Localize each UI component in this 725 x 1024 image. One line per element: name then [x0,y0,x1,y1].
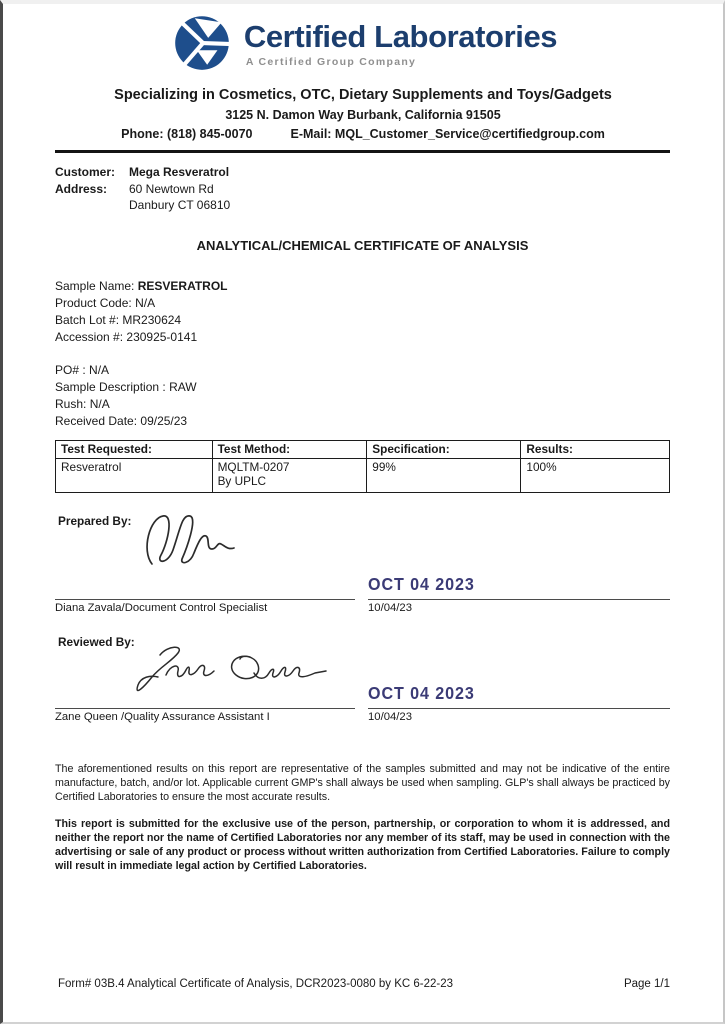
prepared-date-stamp: OCT 04 2023 [368,573,475,594]
cell-test-method: MQLTM-0207 By UPLC [212,458,367,492]
customer-name: Mega Resveratrol [129,165,230,179]
cell-result: 100% [521,458,670,492]
received-date-row: Received Date: 09/25/23 [55,413,188,428]
prepared-by-block [55,514,670,614]
header-street-address: 3125 N. Damon Way Burbank, California 91505 [225,108,501,122]
disclaimer-section [55,762,670,873]
page-footer [58,978,670,990]
product-code-value: N/A [135,295,156,310]
reviewed-by-block [55,635,670,723]
customer-block [55,164,670,214]
batch-lot-row: Batch Lot #: MR230624 [55,312,182,327]
prepared-by-label: Prepared By: [58,513,132,528]
header-phone: Phone: (818) 845-0070 [121,127,253,141]
cell-specification: 99% [367,458,521,492]
brand-header [3,13,723,76]
header-email: E-Mail: MQL_Customer_Service@certifiedgroup.com [290,127,605,141]
disclaimer-results: The aforementioned results on this report are representative of the samples submitted and may not be indicative of the entire manufacture, batch, and/or lot. Applicable current GMP's shall always be used when sampling. GLP's shall always be practiced by Certified Laboratories to ensure the most accurate results. [55,762,670,803]
header-divider [55,150,670,153]
brand-tagline: A Certified Group Company [245,55,417,68]
customer-address-label: Address: [55,181,108,196]
brand-name: Certified Laboratories [243,19,558,55]
footer-page-number: Page 1/1 [623,978,670,990]
col-header-specification: Specification: [367,440,521,458]
certified-laboratories-logo-icon [169,13,235,76]
received-date-value: 09/25/23 [140,413,188,428]
reviewed-date-stamp: OCT 04 2023 [368,682,475,703]
col-header-results: Results: [521,440,670,458]
results-table [55,440,670,493]
accession-value: 230925-0141 [126,329,198,344]
header-specialty: Specializing in Cosmetics, OTC, Dietary Supplements and Toys/Gadgets [114,87,612,103]
prepared-date: 10/04/23 [368,601,412,614]
product-code-row: Product Code: N/A [55,295,156,310]
sample-description-value: RAW [169,379,197,394]
cell-test-requested: Resveratrol [56,458,213,492]
results-table-header-row [56,440,670,458]
sample-description-row: Sample Description : RAW [55,379,197,394]
batch-lot-value: MR230624 [122,312,182,327]
col-header-test-requested: Test Requested: [56,440,213,458]
po-row: PO# : N/A [55,362,110,377]
footer-form-number: Form# 03B.4 Analytical Certificate of Analysis, DCR2023-0080 by KC 6-22-23 [58,978,454,990]
sample-name-value: RESVERATROL [137,278,228,293]
reviewed-by-label: Reviewed By: [58,634,135,649]
col-header-test-method: Test Method: [212,440,367,458]
prepared-by-name: Diana Zavala/Document Control Specialist [55,601,268,614]
document-title: ANALYTICAL/CHEMICAL CERTIFICATE OF ANALYSIS [196,237,529,253]
sample-info-block [55,278,670,430]
customer-address-line1: 60 Newtown Rd [129,181,214,196]
disclaimer-legal: This report is submitted for the exclusive use of the person, partnership, or corporation to whom it is addressed, and neither the report nor the name of Certified Laboratories nor any member of its staff, may be used in connection with the advertising or sale of any product or process without written authorization from Certified Laboratories. Failure to comply will result in immediate legal action by Certified Laboratories. [55,817,670,872]
customer-label: Customer: [55,165,116,179]
reviewed-date: 10/04/23 [368,710,412,723]
sample-name-row: Sample Name: RESVERATROL [55,278,228,293]
rush-row: Rush: N/A [55,396,110,411]
header-contact-line [3,127,723,141]
customer-address-line2: Danbury CT 06810 [129,198,231,212]
rush-value: N/A [89,396,110,411]
accession-row: Accession #: 230925-0141 [55,329,198,344]
reviewed-by-name: Zane Queen /Quality Assurance Assistant I [55,710,270,723]
table-row [56,458,670,492]
po-value: N/A [89,362,110,377]
